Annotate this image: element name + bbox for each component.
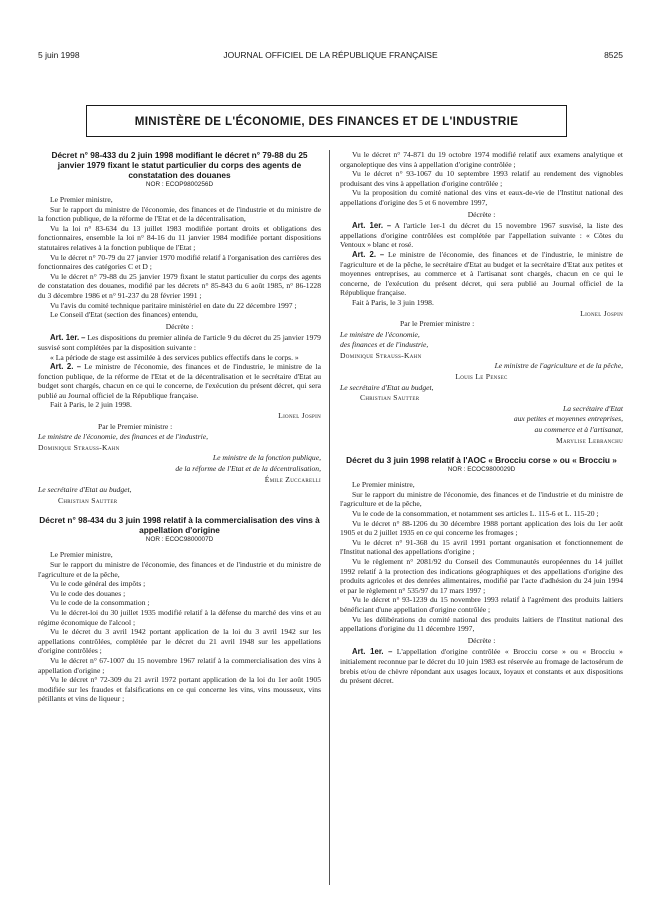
decree1-art2-label: Art. 2. — [50, 362, 74, 372]
decree3-vu: Vu le décret n° 88-1206 du 30 décembre 1988 portant application des lois du 1er août 1905 et du 2 juillet 1935 en ce qui concerne les fromages ; — [340, 518, 623, 538]
decree2-vu: Vu le décret n° 93-1067 du 10 septembre 1993 relatif au rendement des vignobles produisant des vins à appellation d'origine contrôlée ; — [340, 169, 623, 188]
decree2-role-agriculture: Le ministre de l'agriculture et de la pêche, — [494, 361, 623, 371]
decree3-vu: Sur le rapport du ministre de l'économie, des finances et de l'industrie et du ministre de l'agriculture et de la pêche, — [340, 489, 623, 509]
decree2-vu: Vu le code de la consommation ; — [50, 598, 150, 608]
decree2-nor: NOR : ECOC9800007D — [145, 536, 214, 544]
decree1-vu: Vu l'avis du comité technique paritaire ministériel en date du 22 décembre 1997 ; — [50, 300, 297, 310]
decree2-fait: Fait à Paris, le 3 juin 1998. — [352, 297, 434, 307]
decree2-decrete: Décrète : — [467, 209, 496, 219]
decree1-art2-text: Le ministre de l'économie, des finances et de l'industrie, le ministre de la fonction publique, de la réforme de l'Etat et de la décentralisation et le secrétaire d'Etat au budget sont chargés, chacun en ce qui le concerne, de l'exécution du présent décret, qui sera publié au Journal officiel de la République française. — [38, 362, 321, 400]
decree2-role-economy-b: des finances et de l'industrie, — [340, 340, 429, 350]
decree2-vu: Vu la proposition du comité national des vins et eaux-de-vie de l'Institut national des appellations d'origine des 5 et 6 novembre 1997, — [340, 188, 623, 207]
decree2-par-pm: Par le Premier ministre : — [400, 319, 475, 329]
decree1-name-fonction-publique: Émile Zuccarelli — [264, 474, 321, 484]
decree1-intro: Le Premier ministre, — [50, 195, 113, 204]
decree2-vu: Vu le décret-loi du 30 juillet 1935 modifié relatif à la défense du marché des vins et au régime économique de l'alcool ; — [38, 607, 321, 627]
decree1-role-reforme: de la réforme de l'Etat et de la décentralisation, — [175, 464, 321, 474]
header-journal-title: JOURNAL OFFICIEL DE LA RÉPUBLIQUE FRANÇAISE — [223, 50, 438, 60]
decree2-name-commerce: Marylise Lebranchu — [555, 435, 623, 445]
decree2-article-1: Art. 1er. – A l'article 1er-1 du décret du 15 novembre 1967 susvisé, la liste des appellations d'origine contrôlées est complétée par l'appellation suivante : « Côtes du Ventoux » blanc et rosé. — [340, 221, 624, 250]
decree2-role-commerce-c: au commerce et à l'artisanat, — [534, 425, 623, 435]
decree2-vu: Vu le décret du 3 avril 1942 portant application de la loi du 3 avril 1942 sur les appellations contrôlées, complétée par le décret du 21 avril 1948 sur les appellations d'origine contrôlées ; — [38, 627, 321, 656]
decree3-intro: Le Premier ministre, — [352, 480, 415, 490]
decree1-art1-quote: « La période de stage est assimilée à des services publics effectifs dans le corps. » — [50, 352, 299, 362]
decree2-art2-text: Le ministre de l'économie, des finances et de l'industrie, le ministre de l'agriculture et de la pêche, le secrétaire d'Etat au budget et la secrétaire d'Etat aux petites et moyennes entreprises, au commerce et à l'artisanat sont chargés, chacun en ce qui le concerne, de l'exécution du présent décret, qui sera publié au Journal officiel de la République française. — [340, 249, 623, 298]
header-date: 5 juin 1998 — [38, 50, 80, 60]
decree2-title: Décret n° 98-434 du 3 juin 1998 relatif à la commercialisation des vins à appellation d'origine — [39, 515, 320, 536]
decree1-article-2: Art. 2. – Le ministre de l'économie, des finances et de l'industrie, le ministre de la fonction publique, de la réforme de l'Etat et de la décentralisation et le secrétaire d'Etat au budget sont chargés, chacun en ce qui le concerne, de l'exécution du présent décret, qui sera publié au Journal officiel de la République française. — [38, 362, 321, 400]
decree2-name-economy: Dominique Strauss-Kahn — [340, 350, 422, 360]
decree1-art1-text: Les dispositions du premier alinéa de l'article 9 du décret du 25 janvier 1979 susvisé sont complétées par la disposition suivante : — [38, 333, 321, 352]
decree3-vu: Vu le code de la consommation, et notamment ses articles L. 115-6 et L. 115-20 ; — [352, 509, 599, 518]
decree3-decrete: Décrète : — [467, 635, 496, 645]
decree2-intro: Le Premier ministre, — [50, 550, 113, 560]
decree1-name-economy: Dominique Strauss-Kahn — [38, 442, 120, 452]
decree3-vu: Vu le règlement n° 2081/92 du Conseil des Communautés européennes du 14 juillet 1992 relatif à la protection des indications géographiques et des appellations d'origine des produits agricoles et des denrées alimentaires, modifié par l'acte d'adhésion du 24 juin 1994 et par le règlement n° 535/97 du 17 mars 1997 ; — [340, 556, 623, 595]
decree2-vu: Vu le code général des impôts ; — [50, 579, 146, 589]
decree3-title: Décret du 3 juin 1998 relatif à l'AOC « Brocciu corse » ou « Brocciu » — [346, 455, 617, 466]
decree3-article-1: Art. 1er. – L'appellation d'origine contrôlée « Brocciu corse » ou « Brocciu » initialement reconnue par le décret du 10 juin 1983 est réservée au fromage de lactosérum de brebis et/ou de chèvre répondant aux usages locaux, loyaux et constants et aux dispositions du présent décret. — [340, 647, 623, 686]
decree2-role-commerce-a: La secrétaire d'Etat — [563, 403, 623, 413]
decree1-role-fonction-publique: Le ministre de la fonction publique, — [212, 453, 321, 463]
decree1-vu: Vu la loi n° 83-634 du 13 juillet 1983 modifiée portant droits et obligations des fonctionnaires, ensemble la loi n° 84-16 du 11 janvier 1984 modifiée portant dispositions statutaires relatives à la fonction publique de l'Etat ; — [38, 223, 321, 252]
column-divider — [329, 150, 330, 885]
decree1-signature-pm: Lionel Jospin — [278, 411, 321, 421]
decree1-role-budget: Le secrétaire d'Etat au budget, — [38, 485, 132, 495]
decree2-vu: Vu le décret n° 74-871 du 19 octobre 1974 modifié relatif aux examens analytique et organoleptique des vins à appellation d'origine contrôlée ; — [340, 150, 623, 169]
decree1-vu: Le Conseil d'Etat (section des finances) entendu, — [50, 310, 198, 320]
decree1-title: Décret n° 98-433 du 2 juin 1998 modifiant le décret n° 79-88 du 25 janvier 1979 fixant le statut particulier du corps des agents de constatation des douanes — [51, 150, 308, 180]
decree3-nor: NOR : ECOC9800029D — [447, 466, 516, 474]
decree2-role-economy-a: Le ministre de l'économie, — [340, 329, 420, 339]
decree2-role-budget: Le secrétaire d'Etat au budget, — [340, 382, 434, 392]
decree1-fait: Fait à Paris, le 2 juin 1998. — [50, 400, 132, 410]
decree1-art1-label: Art. 1er. — [50, 333, 80, 343]
decree3-art1-label: Art. 1er. — [352, 647, 384, 657]
decree2-art1-text: A l'article 1er-1 du décret du 15 novembre 1967 susvisé, la liste des appellations d'origine contrôlées est complétée par l'appellation suivante : « Côtes du Ventoux » blanc et rosé. — [340, 221, 624, 250]
decree2-name-agriculture: Louis Le Pensec — [455, 372, 508, 382]
decree2-role-commerce-b: aux petites et moyennes entreprises, — [513, 414, 623, 424]
decree1-decrete: Décrète : — [165, 321, 194, 331]
decree1-nor: NOR : ECOP9800256D — [145, 181, 214, 188]
decree2-vu: Sur le rapport du ministre de l'économie, des finances et de l'industrie et du ministre de l'agriculture et de la pêche, — [38, 560, 321, 579]
decree2-name-budget: Christian Sautter — [360, 393, 420, 403]
decree1-name-budget: Christian Sautter — [58, 495, 118, 505]
left-column — [38, 150, 321, 704]
decree3-vu: Vu les délibérations du comité national des produits laitiers de l'Institut national des appellations d'origine du 11 décembre 1997, — [340, 614, 623, 634]
decree2-signature-pm: Lionel Jospin — [580, 308, 623, 318]
decree1-article-1: Art. 1er. – Les dispositions du premier alinéa de l'article 9 du décret du 25 janvier 1979 susvisé sont complétées par la disposition suivante : — [38, 333, 321, 352]
decree3-art1-text: L'appellation d'origine contrôlée « Brocciu corse » ou « Brocciu » initialement reconnue par le décret du 10 juin 1983 est réservée au fromage de lactosérum de brebis et/ou de chèvre répondant aux usages locaux, loyaux et constants et aux dispositions du présent décret. — [340, 647, 623, 686]
decree3-vu: Vu le décret n° 91-368 du 15 avril 1991 portant organisation et fonctionnement de l'Institut national des appellations d'origine ; — [340, 537, 623, 557]
ministry-banner — [86, 105, 567, 137]
page-header — [38, 50, 623, 64]
decree2-art1-label: Art. 1er. — [352, 221, 383, 231]
decree3-vu: Vu le décret n° 93-1239 du 15 novembre 1993 relatif à l'agrément des produits laitiers bénéficiant d'une appellation d'origine contrôlée ; — [340, 595, 623, 614]
decree2-article-2: Art. 2. – Le ministre de l'économie, des finances et de l'industrie, le ministre de l'agriculture et de la pêche, le secrétaire d'Etat au budget et la secrétaire d'Etat aux petites et moyennes entreprises, au commerce et à l'artisanat sont chargés, chacun en ce qui le concerne, de l'exécution du présent décret, qui sera publié au Journal officiel de la République française. — [340, 249, 623, 298]
right-column — [340, 150, 623, 686]
decree1-role-economy: Le ministre de l'économie, des finances et de l'industrie, — [38, 432, 208, 442]
decree1-vu: Vu le décret n° 79-88 du 25 janvier 1979 fixant le statut particulier du corps des agents de constatation des douanes, modifié par les décrets n° 85-843 du 6 août 1985, n° 86-1228 du 3 décembre 1986 et n° 91-237 du 28 février 1991 ; — [38, 271, 321, 300]
ministry-banner-text: MINISTÈRE DE L'ÉCONOMIE, DES FINANCES ET DE L'INDUSTRIE — [134, 114, 519, 128]
decree2-art2-label: Art. 2. — [352, 249, 377, 259]
header-page-number: 8525 — [604, 50, 623, 60]
decree1-par-pm: Par le Premier ministre : — [98, 421, 173, 431]
decree2-vu: Vu le décret n° 72-309 du 21 avril 1972 portant application de la loi du 1er août 1905 modifiée sur les fraudes et falsifications en ce qui concerne les vins, vins mousseux, vins pétillants et vins de liqueur ; — [38, 675, 321, 704]
decree2-vu: Vu le décret n° 67-1007 du 15 novembre 1967 relatif à la commercialisation des vins à appellation d'origine ; — [38, 655, 321, 675]
decree2-vu: Vu le code des douanes ; — [50, 588, 126, 598]
decree1-vu: Vu le décret n° 70-79 du 27 janvier 1970 modifié relatif à l'organisation des carrières des fonctionnaires des catégories C et D ; — [38, 252, 321, 272]
decree1-vu: Sur le rapport du ministre de l'économie, des finances et de l'industrie et du ministre de la fonction publique, de la réforme de l'Etat et de la décentralisation, — [38, 204, 321, 224]
